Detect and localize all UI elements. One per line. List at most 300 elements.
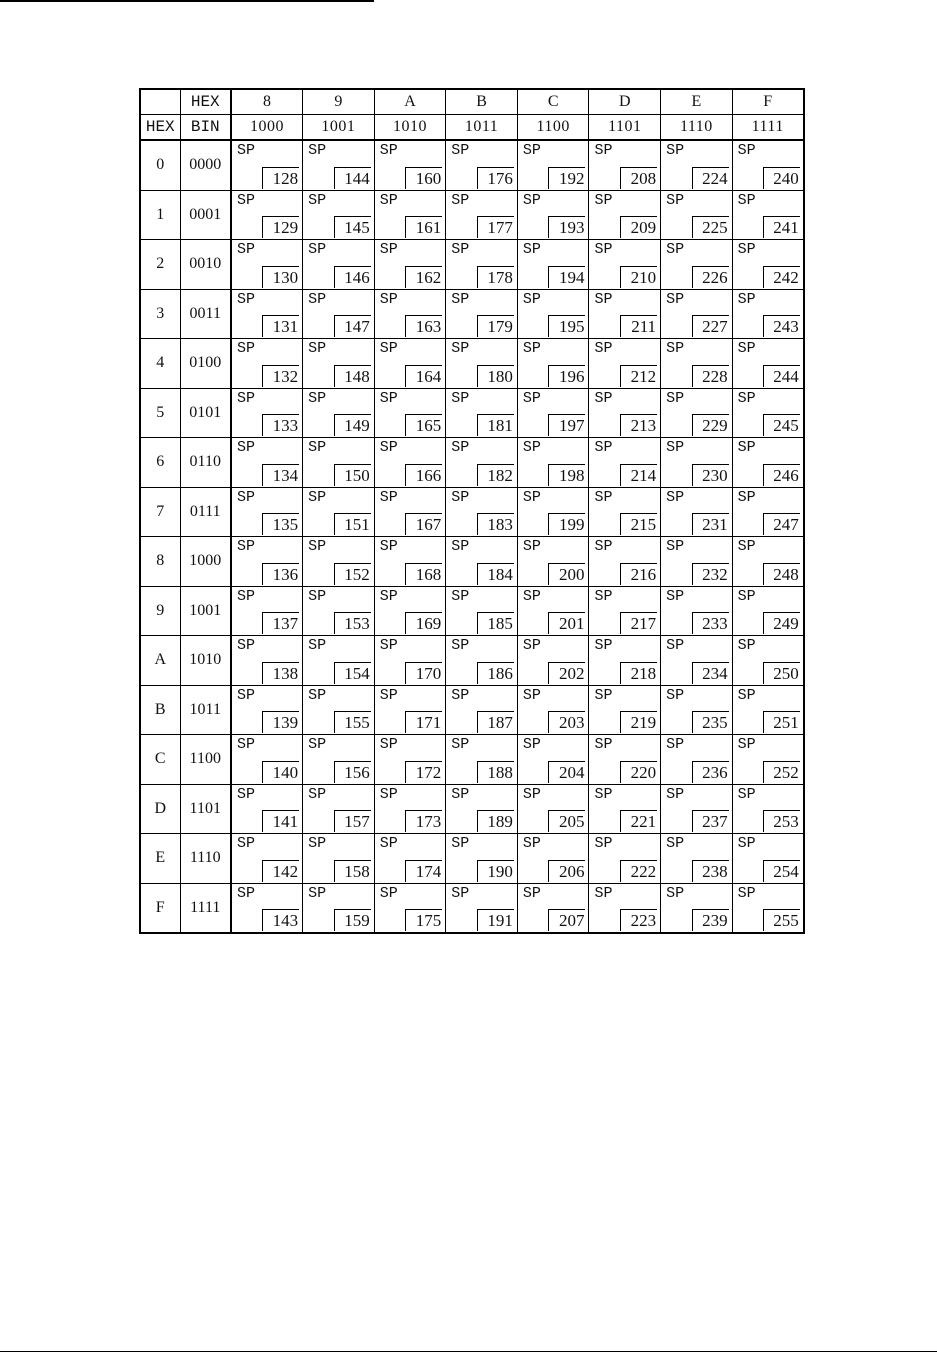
row-header-hex: B [140, 685, 180, 735]
character-cell [231, 834, 303, 884]
decimal-code: 171 [405, 711, 442, 733]
character-glyph: SP [594, 637, 613, 654]
decimal-code: 239 [692, 909, 729, 931]
column-header-hex: A [374, 89, 446, 115]
table-row [140, 339, 804, 389]
row-header-hex: F [140, 883, 180, 933]
character-cell [732, 537, 804, 587]
character-glyph: SP [379, 785, 398, 803]
row-header-bin: 1011 [180, 685, 231, 735]
character-glyph: SP [379, 637, 398, 654]
decimal-code: 187 [477, 711, 514, 733]
decimal-code: 159 [334, 909, 371, 931]
decimal-code: 208 [620, 167, 657, 189]
column-header-hex: E [661, 89, 733, 115]
character-cell [231, 636, 303, 686]
row-header-bin: 1110 [180, 834, 231, 884]
row-header-hex: 4 [140, 339, 180, 389]
decimal-code: 222 [620, 860, 657, 882]
character-cell [661, 190, 733, 240]
character-cell [374, 289, 446, 339]
row-header-bin: 0100 [180, 339, 231, 389]
character-glyph: SP [451, 439, 470, 456]
character-cell [589, 883, 661, 933]
character-glyph: SP [379, 587, 398, 605]
character-cell [661, 735, 733, 785]
character-glyph: SP [237, 241, 256, 258]
decimal-code: 237 [692, 810, 729, 832]
character-glyph: SP [737, 637, 756, 654]
character-glyph: SP [379, 191, 398, 209]
character-glyph: SP [594, 191, 613, 209]
character-cell [732, 834, 804, 884]
decimal-code: 201 [548, 612, 585, 634]
decimal-code: 210 [620, 266, 657, 288]
decimal-code: 191 [477, 909, 514, 931]
character-glyph: SP [451, 785, 470, 803]
character-cell [231, 784, 303, 834]
decimal-code: 168 [405, 563, 442, 585]
decimal-code: 178 [477, 266, 514, 288]
character-cell [732, 784, 804, 834]
header-bin-label: BIN [180, 115, 231, 141]
character-glyph: SP [379, 686, 398, 704]
character-cell [446, 586, 518, 636]
character-cell [732, 240, 804, 290]
decimal-code: 147 [334, 315, 371, 337]
character-cell [303, 537, 375, 587]
character-glyph: SP [666, 736, 685, 753]
character-glyph: SP [451, 884, 470, 902]
character-glyph: SP [594, 884, 613, 902]
row-header-hex: 5 [140, 388, 180, 438]
character-glyph: SP [594, 290, 613, 308]
character-glyph: SP [594, 241, 613, 258]
table-row [140, 487, 804, 537]
character-glyph: SP [522, 538, 541, 555]
decimal-code: 216 [620, 563, 657, 585]
column-header-bin: 1011 [446, 115, 518, 141]
decimal-code: 150 [334, 464, 371, 486]
character-glyph: SP [737, 538, 756, 555]
decimal-code: 165 [405, 414, 442, 436]
decimal-code: 231 [692, 513, 729, 535]
character-cell [517, 586, 589, 636]
character-glyph: SP [737, 884, 756, 902]
header-row-bin [140, 115, 804, 141]
character-cell [589, 784, 661, 834]
character-cell [661, 883, 733, 933]
character-cell [589, 140, 661, 190]
decimal-code: 213 [620, 414, 657, 436]
decimal-code: 246 [763, 464, 800, 486]
character-glyph: SP [379, 439, 398, 456]
character-cell [661, 388, 733, 438]
character-glyph: SP [379, 389, 398, 407]
character-glyph: SP [666, 686, 685, 704]
decimal-code: 160 [405, 167, 442, 189]
character-glyph: SP [737, 439, 756, 456]
row-header-bin: 0010 [180, 240, 231, 290]
decimal-code: 128 [262, 167, 299, 189]
character-glyph: SP [594, 587, 613, 605]
decimal-code: 142 [262, 860, 299, 882]
character-glyph: SP [737, 488, 756, 506]
character-glyph: SP [237, 439, 256, 456]
character-cell [446, 438, 518, 488]
character-glyph: SP [666, 835, 685, 852]
character-cell [732, 586, 804, 636]
character-glyph: SP [237, 785, 256, 803]
character-glyph: SP [379, 142, 398, 159]
decimal-code: 163 [405, 315, 442, 337]
row-header-hex: 1 [140, 190, 180, 240]
decimal-code: 155 [334, 711, 371, 733]
decimal-code: 196 [548, 365, 585, 387]
decimal-code: 243 [763, 315, 800, 337]
decimal-code: 203 [548, 711, 585, 733]
table-row [140, 685, 804, 735]
character-cell [303, 190, 375, 240]
decimal-code: 190 [477, 860, 514, 882]
character-cell [661, 685, 733, 735]
decimal-code: 232 [692, 563, 729, 585]
row-header-bin: 1010 [180, 636, 231, 686]
character-glyph: SP [237, 389, 256, 407]
decimal-code: 227 [692, 315, 729, 337]
decimal-code: 229 [692, 414, 729, 436]
row-header-hex: 9 [140, 586, 180, 636]
decimal-code: 198 [548, 464, 585, 486]
decimal-code: 212 [620, 365, 657, 387]
character-cell [589, 537, 661, 587]
character-glyph: SP [451, 191, 470, 209]
row-header-bin: 0011 [180, 289, 231, 339]
character-glyph: SP [308, 736, 327, 753]
table-row [140, 586, 804, 636]
decimal-code: 149 [334, 414, 371, 436]
character-cell [303, 685, 375, 735]
character-cell [374, 834, 446, 884]
character-glyph: SP [308, 884, 327, 902]
character-cell [374, 240, 446, 290]
character-cell [231, 537, 303, 587]
top-rule [0, 0, 374, 2]
character-cell [231, 339, 303, 389]
character-glyph: SP [737, 835, 756, 852]
character-cell [231, 883, 303, 933]
decimal-code: 221 [620, 810, 657, 832]
decimal-code: 225 [692, 216, 729, 238]
decimal-code: 240 [763, 167, 800, 189]
character-cell [517, 883, 589, 933]
character-glyph: SP [522, 142, 541, 159]
character-glyph: SP [308, 290, 327, 308]
character-glyph: SP [308, 488, 327, 506]
character-cell [589, 586, 661, 636]
character-glyph: SP [451, 142, 470, 159]
character-glyph: SP [594, 389, 613, 407]
character-cell [661, 586, 733, 636]
character-cell [231, 438, 303, 488]
character-glyph: SP [737, 587, 756, 605]
character-cell [589, 834, 661, 884]
character-cell [231, 388, 303, 438]
character-glyph: SP [379, 538, 398, 555]
character-cell [303, 289, 375, 339]
character-cell [446, 289, 518, 339]
decimal-code: 153 [334, 612, 371, 634]
character-cell [661, 289, 733, 339]
character-cell [374, 438, 446, 488]
character-glyph: SP [666, 389, 685, 407]
character-glyph: SP [594, 142, 613, 159]
table-row [140, 883, 804, 933]
decimal-code: 186 [477, 662, 514, 684]
character-glyph: SP [737, 340, 756, 357]
decimal-code: 136 [262, 563, 299, 585]
character-glyph: SP [237, 835, 256, 852]
character-glyph: SP [666, 587, 685, 605]
decimal-code: 236 [692, 761, 729, 783]
character-cell [374, 487, 446, 537]
character-cell [732, 190, 804, 240]
character-glyph: SP [522, 290, 541, 308]
decimal-code: 129 [262, 216, 299, 238]
character-glyph: SP [737, 686, 756, 704]
decimal-code: 182 [477, 464, 514, 486]
character-cell [661, 438, 733, 488]
decimal-code: 248 [763, 563, 800, 585]
character-cell [732, 685, 804, 735]
decimal-code: 251 [763, 711, 800, 733]
character-cell [446, 190, 518, 240]
character-cell [446, 685, 518, 735]
column-header-hex: 9 [303, 89, 375, 115]
character-cell [446, 487, 518, 537]
decimal-code: 161 [405, 216, 442, 238]
decimal-code: 135 [262, 513, 299, 535]
character-cell [303, 438, 375, 488]
character-cell [517, 140, 589, 190]
character-cell [661, 240, 733, 290]
decimal-code: 185 [477, 612, 514, 634]
decimal-code: 255 [763, 909, 800, 931]
row-header-bin: 1000 [180, 537, 231, 587]
decimal-code: 164 [405, 365, 442, 387]
character-cell [517, 388, 589, 438]
decimal-code: 157 [334, 810, 371, 832]
character-glyph: SP [237, 884, 256, 902]
table-row [140, 834, 804, 884]
character-cell [303, 586, 375, 636]
character-glyph: SP [666, 785, 685, 803]
character-glyph: SP [379, 884, 398, 902]
table-row [140, 289, 804, 339]
row-header-bin: 1100 [180, 735, 231, 785]
character-glyph: SP [666, 191, 685, 209]
character-cell [661, 487, 733, 537]
row-header-bin: 1001 [180, 586, 231, 636]
column-header-hex: D [589, 89, 661, 115]
character-cell [446, 784, 518, 834]
column-header-hex: 8 [231, 89, 303, 115]
decimal-code: 143 [262, 909, 299, 931]
decimal-code: 205 [548, 810, 585, 832]
character-glyph: SP [522, 587, 541, 605]
character-glyph: SP [451, 538, 470, 555]
character-glyph: SP [594, 340, 613, 357]
character-cell [517, 834, 589, 884]
character-glyph: SP [379, 340, 398, 357]
character-cell [517, 289, 589, 339]
decimal-code: 162 [405, 266, 442, 288]
decimal-code: 184 [477, 563, 514, 585]
decimal-code: 211 [620, 315, 657, 337]
character-cell [589, 438, 661, 488]
character-glyph: SP [451, 637, 470, 654]
character-code-table [139, 88, 805, 934]
character-cell [589, 685, 661, 735]
decimal-code: 176 [477, 167, 514, 189]
character-glyph: SP [666, 488, 685, 506]
decimal-code: 230 [692, 464, 729, 486]
character-glyph: SP [594, 835, 613, 852]
decimal-code: 154 [334, 662, 371, 684]
decimal-code: 245 [763, 414, 800, 436]
character-cell [661, 834, 733, 884]
decimal-code: 238 [692, 860, 729, 882]
character-cell [374, 586, 446, 636]
character-glyph: SP [308, 439, 327, 456]
character-cell [303, 140, 375, 190]
character-glyph: SP [308, 241, 327, 258]
character-glyph: SP [594, 538, 613, 555]
character-glyph: SP [237, 340, 256, 357]
character-cell [446, 636, 518, 686]
character-cell [517, 784, 589, 834]
character-glyph: SP [237, 191, 256, 209]
table-row [140, 537, 804, 587]
character-cell [661, 140, 733, 190]
character-glyph: SP [666, 340, 685, 357]
decimal-code: 158 [334, 860, 371, 882]
character-glyph: SP [522, 884, 541, 902]
character-glyph: SP [451, 686, 470, 704]
character-cell [446, 735, 518, 785]
character-glyph: SP [308, 389, 327, 407]
decimal-code: 217 [620, 612, 657, 634]
character-glyph: SP [737, 389, 756, 407]
decimal-code: 242 [763, 266, 800, 288]
character-cell [732, 289, 804, 339]
row-header-bin: 0001 [180, 190, 231, 240]
character-cell [303, 339, 375, 389]
character-glyph: SP [737, 290, 756, 308]
decimal-code: 215 [620, 513, 657, 535]
character-glyph: SP [308, 142, 327, 159]
character-cell [732, 636, 804, 686]
character-cell [374, 190, 446, 240]
table-row [140, 784, 804, 834]
character-glyph: SP [237, 587, 256, 605]
corner-cell [140, 89, 180, 115]
character-cell [374, 883, 446, 933]
decimal-code: 133 [262, 414, 299, 436]
decimal-code: 146 [334, 266, 371, 288]
character-glyph: SP [594, 488, 613, 506]
character-cell [303, 240, 375, 290]
character-cell [732, 339, 804, 389]
character-glyph: SP [308, 835, 327, 852]
character-cell [589, 735, 661, 785]
character-cell [303, 735, 375, 785]
decimal-code: 172 [405, 761, 442, 783]
character-glyph: SP [308, 191, 327, 209]
character-glyph: SP [666, 538, 685, 555]
character-cell [446, 834, 518, 884]
character-cell [661, 784, 733, 834]
character-cell [446, 537, 518, 587]
character-cell [231, 289, 303, 339]
table-row [140, 140, 804, 190]
table-row [140, 438, 804, 488]
character-glyph: SP [308, 637, 327, 654]
character-cell [374, 735, 446, 785]
row-header-hex: 3 [140, 289, 180, 339]
character-glyph: SP [237, 142, 256, 159]
character-cell [732, 388, 804, 438]
character-glyph: SP [594, 736, 613, 753]
character-cell [446, 339, 518, 389]
decimal-code: 166 [405, 464, 442, 486]
character-glyph: SP [379, 241, 398, 258]
character-cell [661, 537, 733, 587]
character-glyph: SP [451, 290, 470, 308]
decimal-code: 145 [334, 216, 371, 238]
column-header-hex: C [517, 89, 589, 115]
character-glyph: SP [522, 241, 541, 258]
character-cell [231, 240, 303, 290]
row-header-hex: 0 [140, 140, 180, 190]
character-code-table-container [139, 88, 803, 934]
decimal-code: 148 [334, 365, 371, 387]
character-glyph: SP [237, 538, 256, 555]
character-cell [374, 388, 446, 438]
row-hex-label: HEX [140, 115, 180, 141]
character-glyph: SP [451, 835, 470, 852]
character-glyph: SP [451, 241, 470, 258]
decimal-code: 254 [763, 860, 800, 882]
character-cell [374, 685, 446, 735]
character-cell [446, 388, 518, 438]
row-header-hex: 7 [140, 487, 180, 537]
row-header-bin: 1101 [180, 784, 231, 834]
character-glyph: SP [237, 488, 256, 506]
character-cell [374, 537, 446, 587]
decimal-code: 209 [620, 216, 657, 238]
character-glyph: SP [379, 488, 398, 506]
decimal-code: 180 [477, 365, 514, 387]
decimal-code: 197 [548, 414, 585, 436]
decimal-code: 214 [620, 464, 657, 486]
character-glyph: SP [522, 785, 541, 803]
character-cell [517, 636, 589, 686]
decimal-code: 138 [262, 662, 299, 684]
character-glyph: SP [308, 340, 327, 357]
row-header-hex: 6 [140, 438, 180, 488]
decimal-code: 241 [763, 216, 800, 238]
